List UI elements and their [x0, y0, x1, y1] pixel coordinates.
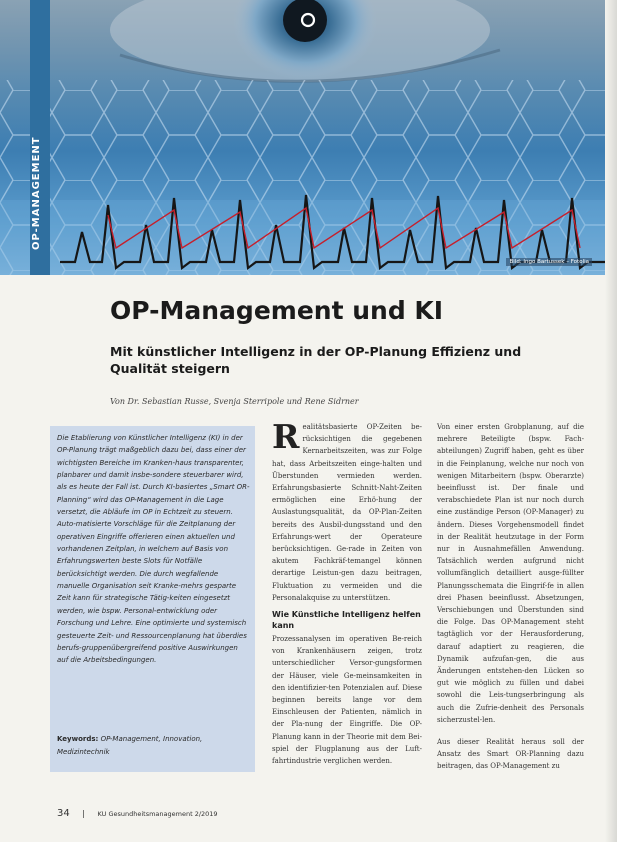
body-paragraph: Aus dieser Realität heraus soll der Ansatz des Smart OR-Planning dazu beitragen, das OP-Management zu	[437, 738, 584, 771]
section-label: OP-MANAGEMENT	[31, 136, 42, 250]
body-paragraph: ealitätsbasierte OP-Zeiten be-rücksichtigen die gegebenen Kernarbeitszeiten, was zur Folge hat, dass Arbeitszeiten einge-halten und Überstunden vermieden werden. Erfahrungsbasierte Schnitt-Naht-Zeiten ermöglichen eine Erhö-hung der Auslastungsqualität, da OP-Plan-Zeiten bereits des Ausbil-dungsstand und den Erfahrungs-wert der Operateure berücksichtigen. Ge-rade in Zeiten von akutem Fachkräf-temangel können derartige Leistun-gen dazu beitragen, Fluktuation zu vermeiden und die Personalakquise zu unterstützen.	[272, 423, 422, 602]
article-authors: Von Dr. Sebastian Russe, Svenja Sterripole und Rene Sidrner	[110, 397, 359, 406]
keywords	[57, 733, 251, 758]
article-title: OP-Management und KI	[110, 296, 444, 325]
photo-credit: Bild: Ingo Bartussek – Fotolia	[506, 258, 592, 266]
eye-ecg-illustration	[0, 0, 606, 275]
section-heading: Wie Künstliche Intelligenz helfen kann	[272, 610, 421, 630]
body-paragraph: Prozessanalysen im operativen Be-reich von Krankenhäusern zeigen, trotz unterschiedlicher Versor-gungsformen der Häuser, viele Ge-meinsamkeiten in den identifizier-ten Potenzialen auf. Diese beginnen bereits lange vor dem Einschleusen der Patienten, nämlich in der Pla-nung der Eingriffe. Die OP-Planung kann in der Theorie mit dem Bei-spiel der Flugplanung aus der Luft-fahrtindustrie verglichen werden.	[272, 635, 422, 766]
abstract-text: Die Etablierung von Künstlicher Intelligenz (KI) in der OP-Planung trägt maßgeblich dazu bei, dass einer der wichtigsten Bereiche im Kranken-haus transparenter, planbarer und damit insbe-sondere steuerbarer wird, als es heute der Fall ist. Durch KI-basiertes „Smart OR-Planning“ wird das OP-Management in die Lage versetzt, die Abläufe im OP in Echtzeit zu steuern. Auto-matisierte Vorschläge für die Zeitplanung der operativen Eingriffe offerieren einen aktuellen und vorhandenen Zeitplan, in welchem auf Basis von Erfahrungswerten beste Slots für Notfälle berücksichtigt werden. Die durch wegfallende manuelle Organisation seit Kranke-mehrs gesparte Zeit kann für strategische Tätig-keiten eingesetzt werden, wie bspw. Personal-entwicklung oder Forschung und Lehre. Eine optimierte und systemisch gesteuerte Zeit- und Ressourcenplanung hat überdies berufs-gruppenübergreifend positive Auswirkungen auf die Arbeitsbedingungen.	[57, 434, 250, 665]
page-edge-shadow	[605, 0, 617, 842]
body-paragraph: Von einer ersten Grobplanung, auf die mehrere Beteiligte (bspw. Fach-abteilungen) Zugriff haben, geht es über in die Feinplanung, welche nur noch von wenigen Mitarbeitern (bspw. Oberarzte) beeinflusst ist. Der finale und verabschiedete Plan ist nur noch durch eine zuständige Person (OP-Manager) zu ändern. Dieses Vorgehensmodell findet in der Realität heutzutage in der Form nur in Ausnahmefällen Anwendung. Tatsächlich werden aufgrund nicht vollumfänglich detailliert ausge-füllter Planungsschemata die Eingrif-fe in allen drei Phasen beeinflusst. Absetzungen, Verschiebungen und Überstunden sind die Folge. Das OP-Management steht tagtäglich vor der Herausforderung, darauf adaptiert zu reagieren, die Dynamik aufzufan-gen, die aus Änderungen entstehen-den Lücken so gut wie möglich zu füllen und dabei sowohl die Leis-tungserbringung als auch die Zufrie-denheit des Personals sicherzustel-len.	[437, 423, 584, 724]
hero-image	[0, 0, 606, 275]
drop-cap: R	[272, 417, 300, 456]
body-column-2	[437, 421, 584, 773]
keywords-text: OP-Management, Innovation, Medizintechnik	[57, 735, 203, 756]
magazine-name: KU Gesundheitsmanagement 2/2019	[97, 810, 218, 818]
footer-separator: |	[82, 809, 85, 818]
page-number: 34	[57, 808, 70, 819]
page-footer	[57, 808, 218, 819]
keywords-label: Keywords:	[57, 735, 99, 743]
body-column-1	[272, 417, 422, 767]
article-subtitle: Mit künstlicher Intelligenz in der OP-Planung Effizienz und Qualität steigern	[110, 344, 522, 376]
